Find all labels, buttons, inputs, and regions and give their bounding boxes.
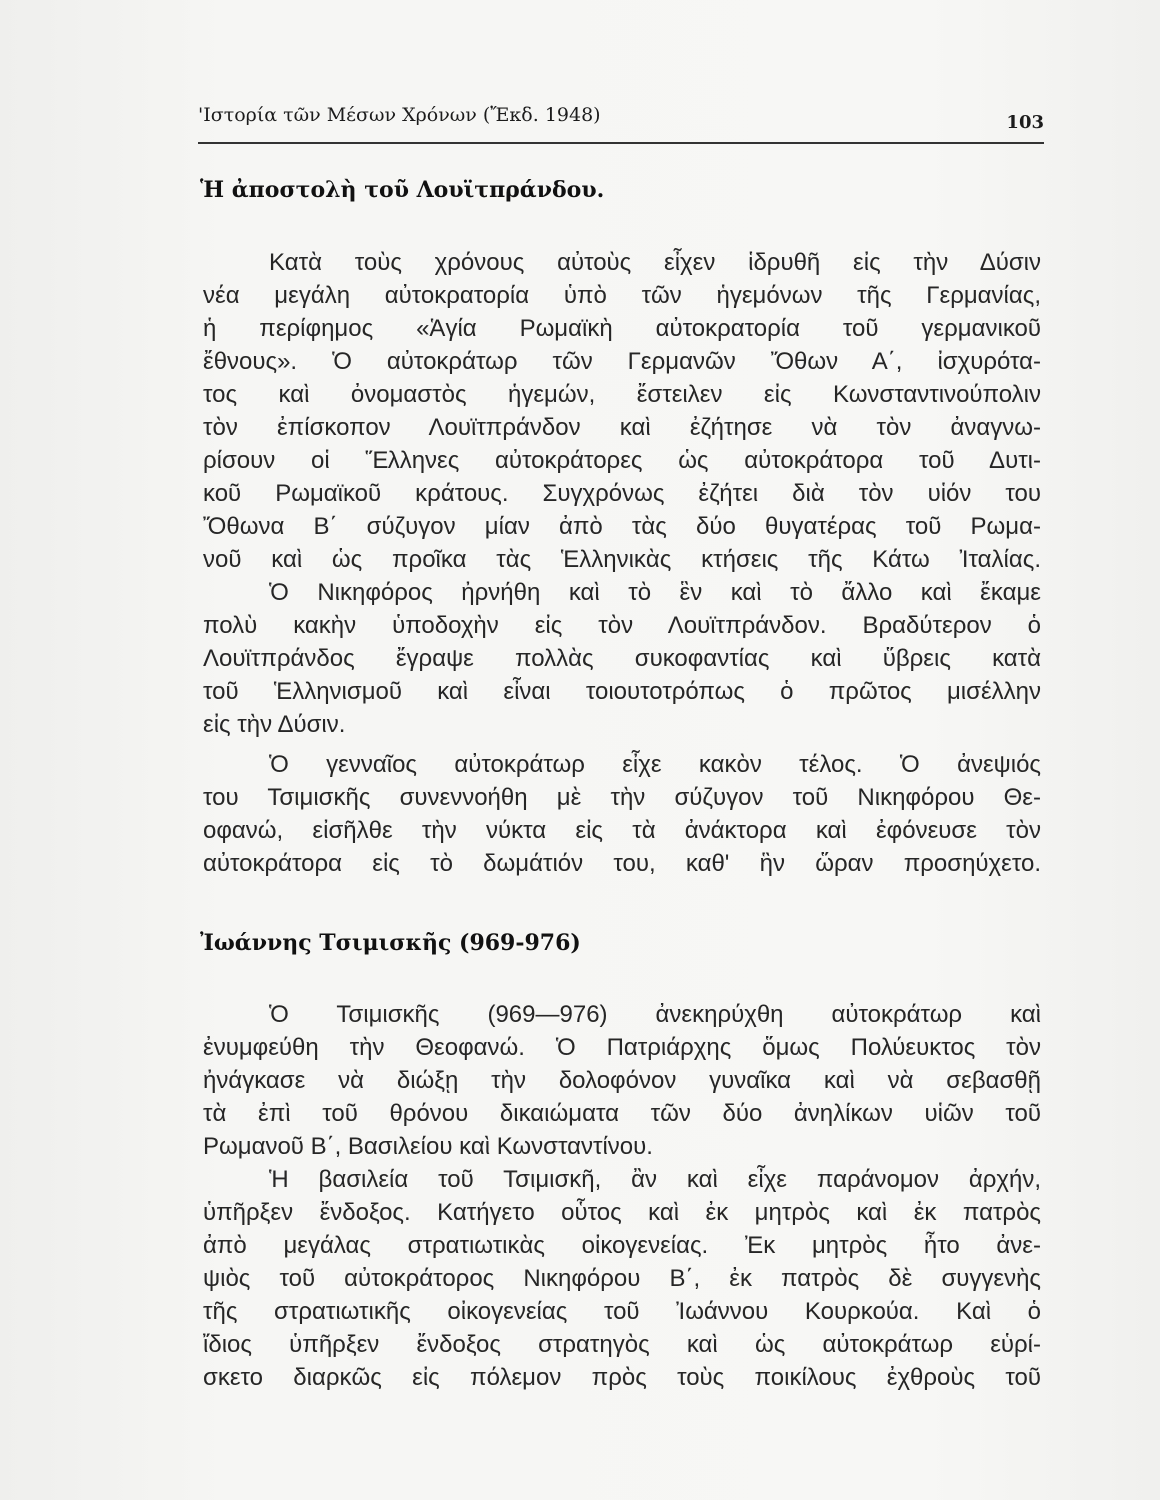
text-line: νοῦ καὶ ὡς προῖκα τὰς Ἑλληνικὰς κτήσεις τῆς Κάτω Ἰταλίας.	[203, 546, 1041, 573]
text-line: ἡ περίφημος «Ἁγία Ρωμαϊκὴ αὐτοκρατορία τοῦ γερμανικοῦ	[203, 315, 1041, 342]
text-line: πολὺ κακὴν ὑποδοχὴν εἰς τὸν Λουϊτπράνδον. Βραδύτερον ὁ	[203, 612, 1041, 639]
text-line: ψιὸς τοῦ αὐτοκράτορος Νικηφόρου Β΄, ἐκ πατρὸς δὲ συγγενὴς	[203, 1265, 1041, 1292]
text-line: Λουϊτπράνδος ἔγραψε πολλὰς συκοφαντίας καὶ ὕβρεις κατὰ	[203, 645, 1041, 672]
text-line: ἐνυμφεύθη τὴν Θεοφανώ. Ὁ Πατριάρχης ὅμως Πολύευκτος τὸν	[203, 1034, 1041, 1061]
text-line: Κατὰ τοὺς χρόνους αὐτοὺς εἶχεν ἱδρυθῆ εἰς τὴν Δύσιν	[269, 249, 1041, 276]
text-line: Ὁ Νικηφόρος ἠρνήθη καὶ τὸ ἓν καὶ τὸ ἄλλο καὶ ἔκαμε	[269, 579, 1041, 606]
page-number: 103	[1006, 112, 1044, 133]
paragraph	[203, 576, 1041, 741]
text-line: εἰς τὴν Δύσιν.	[203, 711, 346, 738]
text-line: ρίσουν οἱ Ἕλληνες αὐτοκράτορες ὡς αὐτοκράτορα τοῦ Δυτι-	[203, 447, 1041, 474]
paragraph	[203, 1163, 1041, 1394]
text-line: κοῦ Ρωμαϊκοῦ κράτους. Συγχρόνως ἐζήτει διὰ τὸν υἱόν του	[203, 480, 1041, 507]
text-line: ἠνάγκασε νὰ διώξῃ τὴν δολοφόνον γυναῖκα καὶ νὰ σεβασθῇ	[203, 1067, 1041, 1094]
text-line: ἔθνους». Ὁ αὐτοκράτωρ τῶν Γερμανῶν Ὄθων Α΄, ἰσχυρότα-	[203, 348, 1041, 375]
paragraph	[203, 998, 1041, 1163]
text-line: αὐτοκράτορα εἰς τὸ δωμάτιόν του, καθ' ἣν ὥραν προσηύχετο.	[203, 850, 1041, 877]
text-line: σκετο διαρκῶς εἰς πόλεμον πρὸς τοὺς ποικίλους ἐχθροὺς τοῦ	[203, 1364, 1041, 1391]
text-line: ἴδιος ὑπῆρξεν ἔνδοξος στρατηγὸς καὶ ὡς αὐτοκράτωρ εὑρί-	[203, 1331, 1041, 1358]
text-line: Ρωμανοῦ Β΄, Βασιλείου καὶ Κωνσταντίνου.	[203, 1133, 653, 1160]
text-line: τὰ ἐπὶ τοῦ θρόνου δικαιώματα τῶν δύο ἀνηλίκων υἱῶν τοῦ	[203, 1100, 1041, 1127]
text-line: Ὁ γενναῖος αὐτοκράτωρ εἶχε κακὸν τέλος. Ὁ ἀνεψιός	[269, 751, 1041, 778]
text-line: τῆς στρατιωτικῆς οἰκογενείας τοῦ Ἰωάννου Κουρκούα. Καὶ ὁ	[203, 1298, 1041, 1325]
text-line: τοῦ Ἑλληνισμοῦ καὶ εἶναι τοιουτοτρόπως ὁ πρῶτος μισέλλην	[203, 678, 1041, 705]
text-line: Ὁ Τσιμισκῆς (969—976) ἀνεκηρύχθη αὐτοκράτωρ καὶ	[269, 1001, 1041, 1028]
text-line: ἀπὸ μεγάλας στρατιωτικὰς οἰκογενείας. Ἐκ μητρὸς ἦτο ἀνε-	[203, 1232, 1041, 1259]
paragraph	[203, 246, 1041, 576]
text-line: του Τσιμισκῆς συνεννοήθη μὲ τὴν σύζυγον τοῦ Νικηφόρου Θε-	[203, 784, 1041, 811]
header-rule	[198, 142, 1044, 144]
section-heading: Ἡ ἀποστολὴ τοῦ Λουϊτπράνδου.	[200, 177, 605, 203]
text-line: ὑπῆρξεν ἔνδοξος. Κατήγετο οὗτος καὶ ἐκ μητρὸς καὶ ἐκ πατρὸς	[203, 1199, 1041, 1226]
text-line: νέα μεγάλη αὐτοκρατορία ὑπὸ τῶν ἡγεμόνων τῆς Γερμανίας,	[203, 282, 1041, 309]
text-line: Ὄθωνα Β΄ σύζυγον μίαν ἀπὸ τὰς δύο θυγατέρας τοῦ Ρωμα-	[203, 513, 1041, 540]
running-title: 'Ιστορία τῶν Μέσων Χρόνων (Ἔκδ. 1948)	[198, 104, 601, 126]
text-line: οφανώ, εἰσῆλθε τὴν νύκτα εἰς τὰ ἀνάκτορα καὶ ἐφόνευσε τὸν	[203, 817, 1041, 844]
text-line: τος καὶ ὀνομαστὸς ἡγεμών, ἔστειλεν εἰς Κωνσταντινούπολιν	[203, 381, 1041, 408]
paragraph	[203, 748, 1041, 880]
section-heading: Ἰωάννης Τσιμισκῆς (969-976)	[200, 930, 581, 956]
text-line: Ἡ βασιλεία τοῦ Τσιμισκῆ, ἂν καὶ εἶχε παράνομον ἀρχήν,	[269, 1166, 1041, 1193]
text-line: τὸν ἐπίσκοπον Λουϊτπράνδον καὶ ἐζήτησε νὰ τὸν ἀναγνω-	[203, 414, 1041, 441]
